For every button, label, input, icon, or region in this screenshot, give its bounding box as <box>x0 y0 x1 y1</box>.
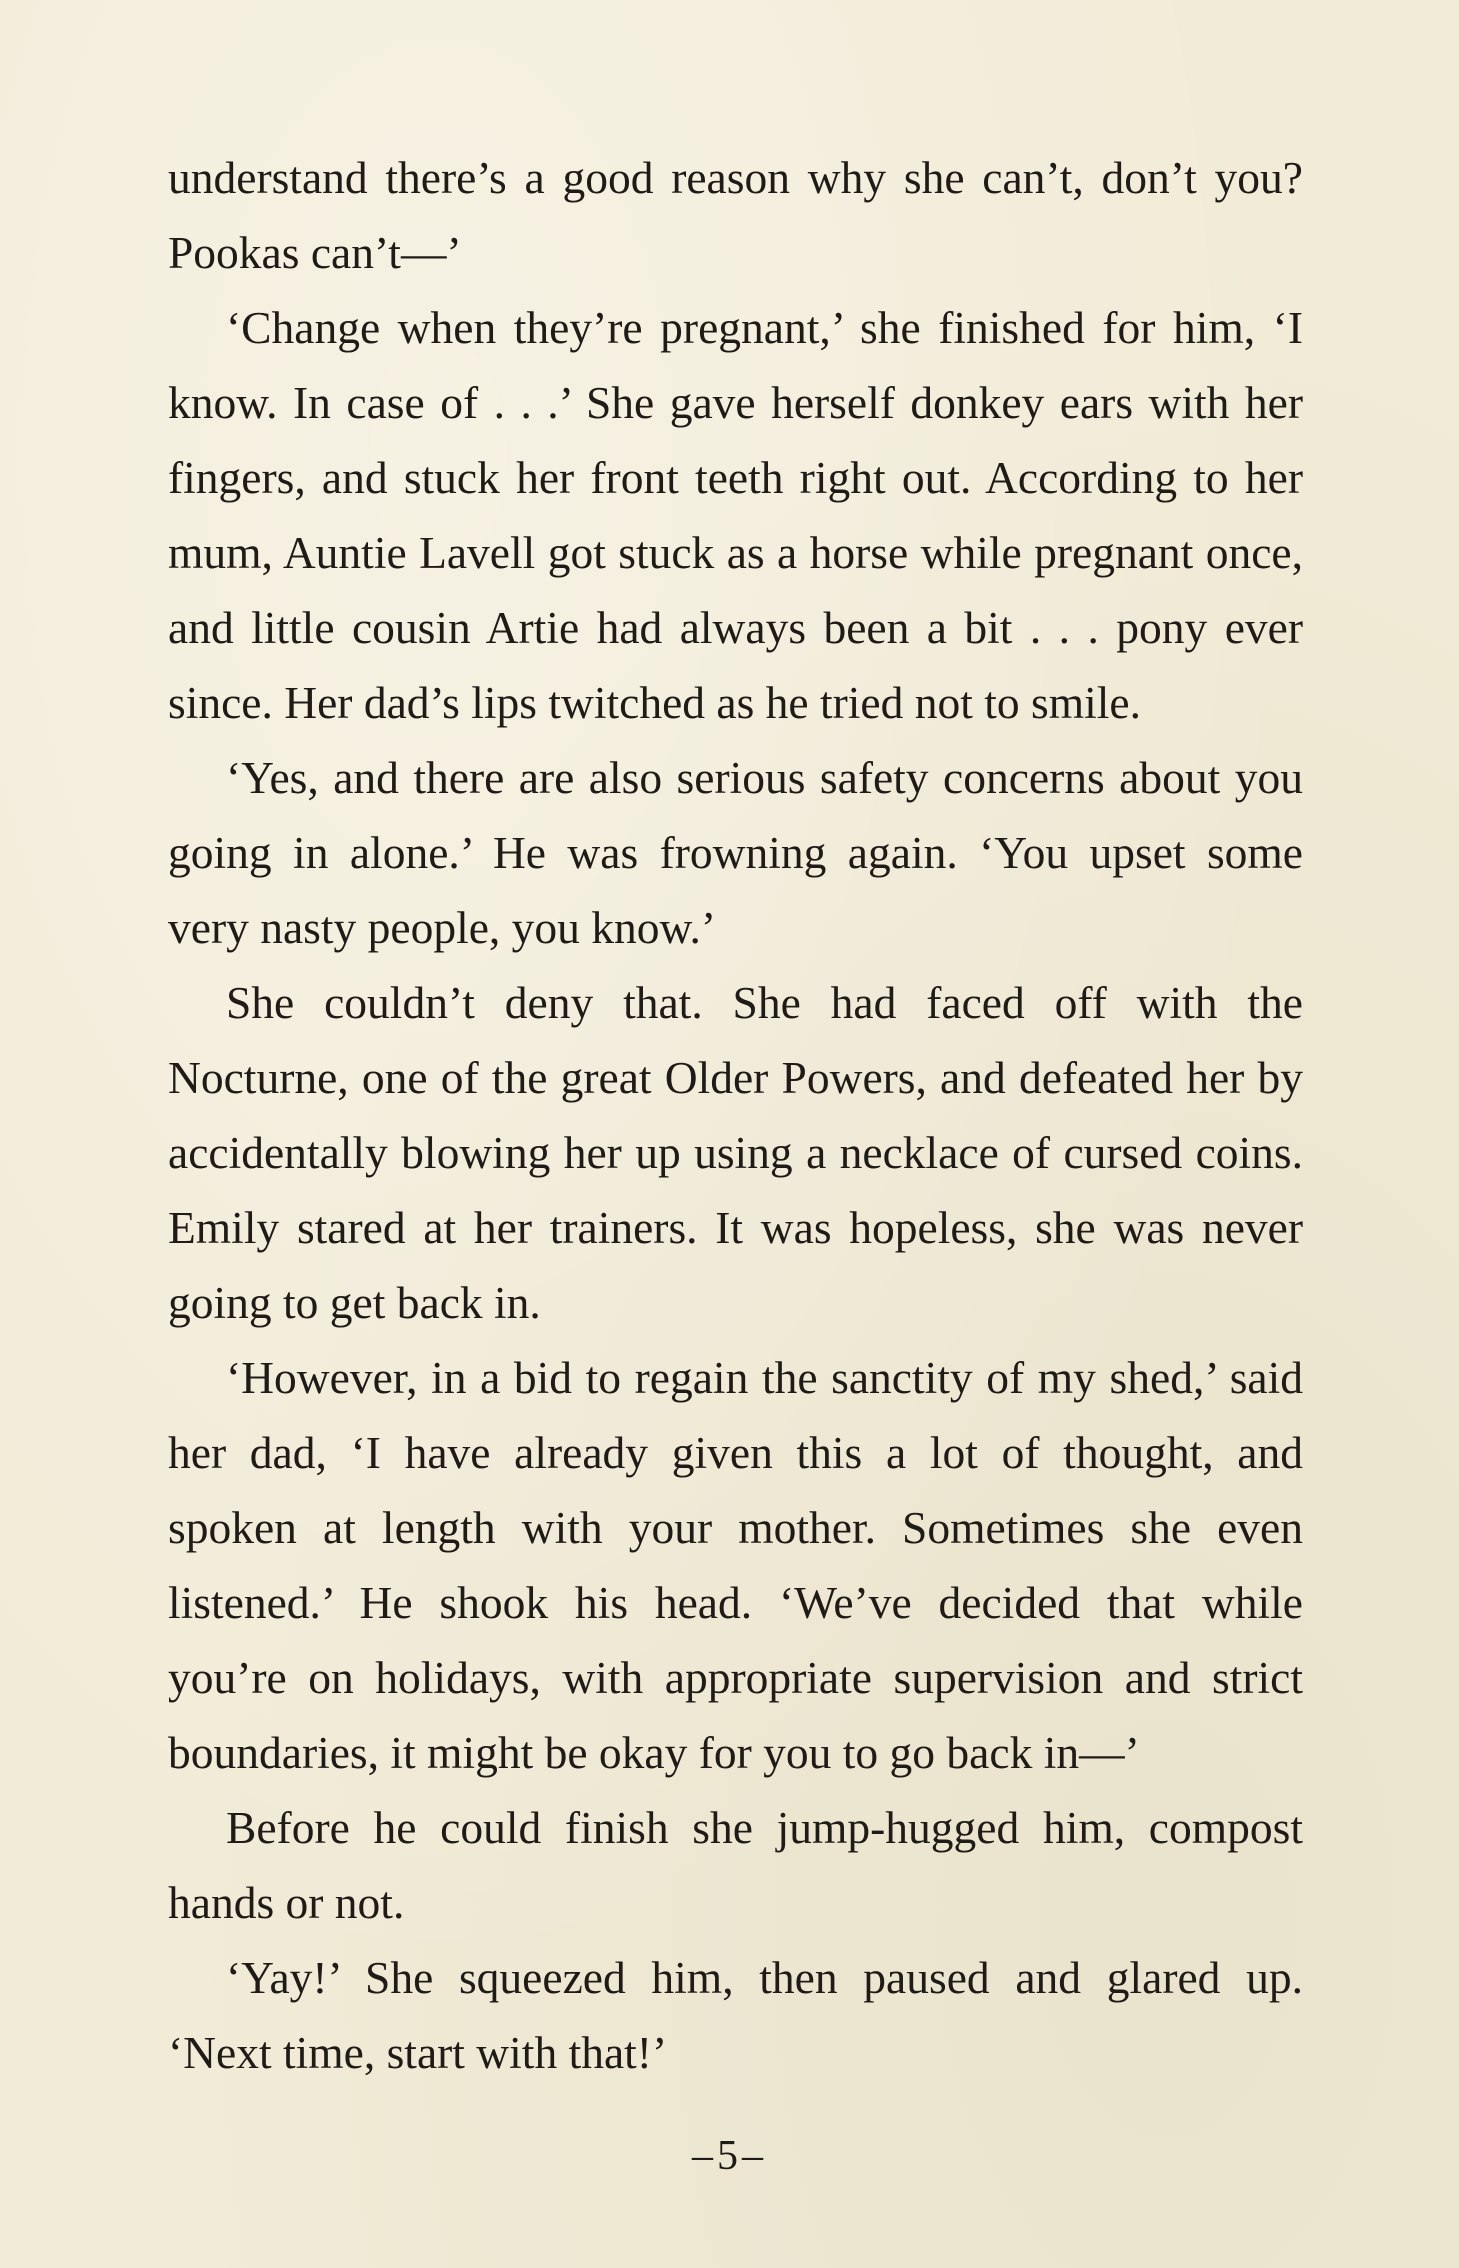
body-text <box>168 140 1303 2090</box>
paragraph: She couldn’t deny that. She had faced off with the Nocturne, one of the great Older Powers, and defeated her by accidentally blowing her up using a necklace of cursed coins. Emily stared at her trainers. It was hopeless, she was never going to get back in. <box>168 977 1303 1328</box>
page-number: –5– <box>692 2133 767 2179</box>
paragraph: ‘Yay!’ She squeezed him, then paused and glared up. ‘Next time, start with that!’ <box>168 1952 1303 2078</box>
paragraph: ‘Change when they’re pregnant,’ she finished for him, ‘I know. In case of . . .’ She gave herself donkey ears with her fingers, and stuck her front teeth right out. According to her mum, Auntie Lavell got stuck as a horse while pregnant once, and little cousin Artie had always been a bit . . . pony ever since. Her dad’s lips twitched as he tried not to smile. <box>168 302 1303 728</box>
paragraph: ‘Yes, and there are also serious safety concerns about you going in alone.’ He was frowning again. ‘You upset some very nasty people, you know.’ <box>168 752 1303 953</box>
paragraph: Before he could finish she jump-hugged him, compost hands or not. <box>168 1802 1303 1928</box>
paragraph: ‘However, in a bid to regain the sanctity of my shed,’ said her dad, ‘I have already given this a lot of thought, and spoken at length with your mother. Sometimes she even listened.’ He shook his head. ‘We’ve decided that while you’re on holidays, with appropriate supervision and strict boundaries, it might be okay for you to go back in—’ <box>168 1352 1303 1778</box>
paragraph: understand there’s a good reason why she can’t, don’t you? Pookas can’t—’ <box>168 152 1303 278</box>
